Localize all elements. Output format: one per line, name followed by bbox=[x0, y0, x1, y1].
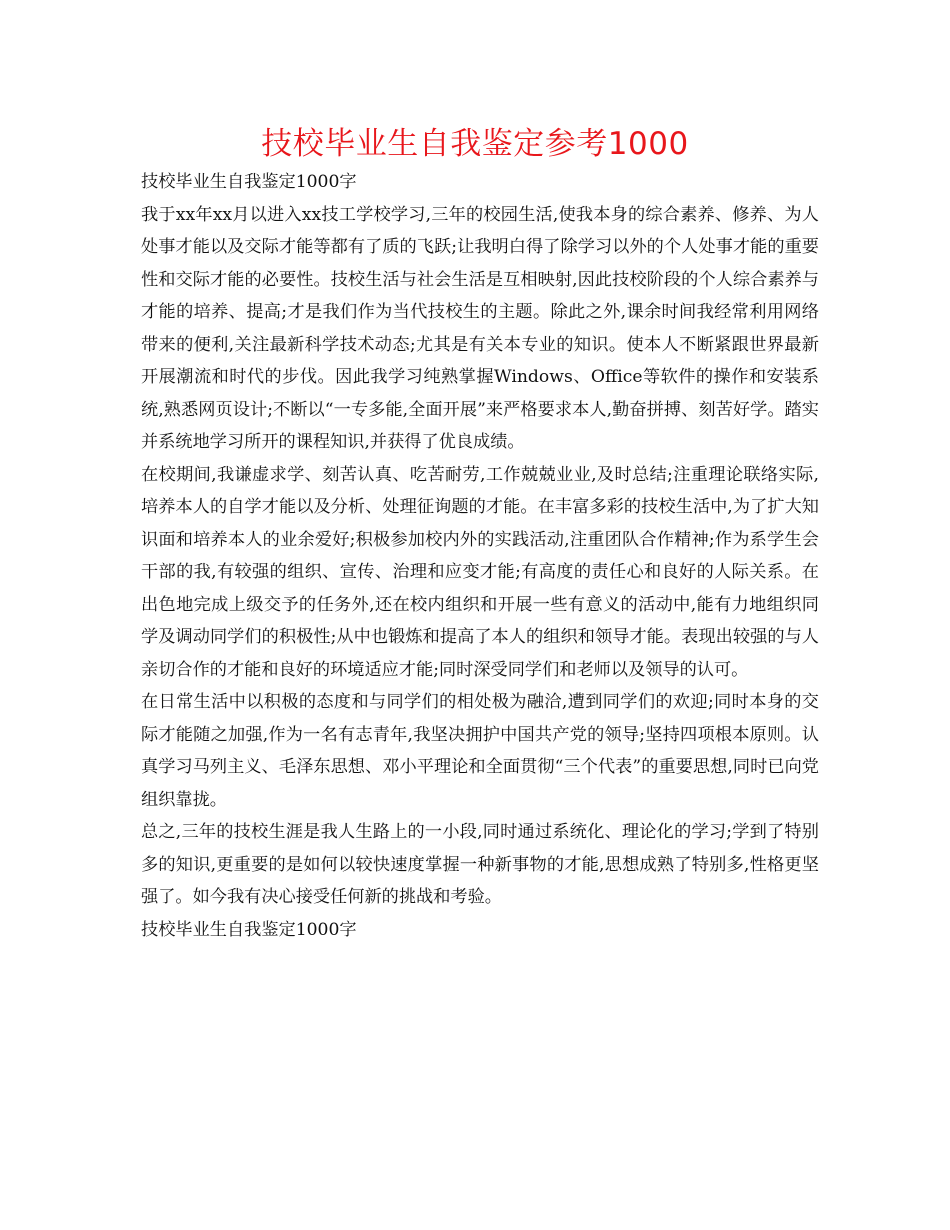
document-title: 技校毕业生自我鉴定参考1000 bbox=[261, 126, 689, 162]
paragraph: 在日常生活中以积极的态度和与同学们的相处极为融洽,遭到同学们的欢迎;同时本身的交际才能随之加强,作为一名有志青年,我坚决拥护中国共产党的领导;坚持四项根本原则。认真学习马列主义、毛泽东思想、邓小平理论和全面贯彻“三个代表”的重要思想,同时已向党组织靠拢。 bbox=[141, 692, 819, 810]
subtitle-line: 技校毕业生自我鉴定1000字 bbox=[141, 919, 357, 940]
subtitle-line: 技校毕业生自我鉴定1000字 bbox=[141, 172, 357, 192]
document-body bbox=[141, 166, 819, 946]
paragraph: 总之,三年的技校生涯是我人生路上的一小段,同时通过系统化、理论化的学习;学到了特别多的知识,更重要的是如何以较快速度掌握一种新事物的才能,思想成熟了特别多,性格更坚强了。如今我有决心接受任何新的挑战和考验。 bbox=[141, 822, 819, 907]
paragraph: 在校期间,我谦虚求学、刻苦认真、吃苦耐劳,工作兢兢业业,及时总结;注重理论联络实际,培养本人的自学才能以及分析、处理征询题的才能。在丰富多彩的技校生活中,为了扩大知识面和培养本人的业余爱好;积极参加校内外的实践活动,注重团队合作精神;作为系学生会干部的我,有较强的组织、宣传、治理和应变才能;有高度的责任心和良好的人际关系。在出色地完成上级交予的任务外,还在校内组织和开展一些有意义的活动中,能有力地组织同学及调动同学们的积极性;从中也锻炼和提高了本人的组织和领导才能。表现出较强的与人亲切合作的才能和良好的环境适应才能;同时深受同学们和老师以及领导的认可。 bbox=[141, 464, 819, 680]
paragraph: 我于xx年xx月以进入xx技工学校学习,三年的校园生活,使我本身的综合素养、修养、为人处事才能以及交际才能等都有了质的飞跃;让我明白得了除学习以外的个人处事才能的重要性和交际才能的必要性。技校生活与社会生活是互相映射,因此技校阶段的个人综合素养与才能的培养、提高;才是我们作为当代技校生的主题。除此之外,课余时间我经常利用网络带来的便利,关注最新科学技术动态;尤其是有关本专业的知识。使本人不断紧跟世界最新开展潮流和时代的步伐。因此我学习纯熟掌握Windows、Office等软件的操作和安装系统,熟悉网页设计;不断以“一专多能,全面开展”来严格要求本人,勤奋拼搏、刻苦好学。踏实并系统地学习所开的课程知识,并获得了优良成绩。 bbox=[141, 204, 819, 452]
